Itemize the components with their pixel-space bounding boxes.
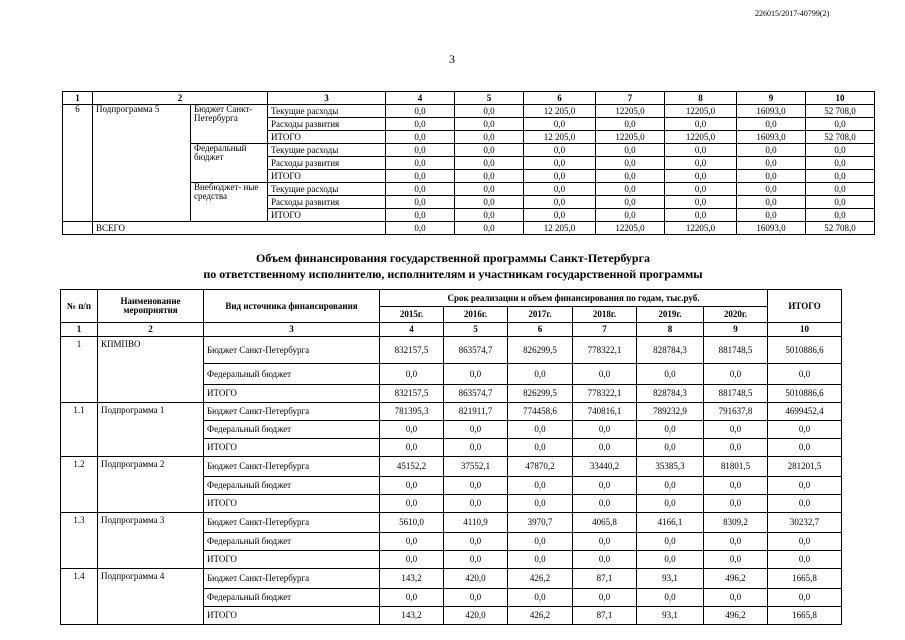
value-cell: 81801,5 [704, 457, 768, 477]
expense-type: ИТОГО [268, 131, 386, 144]
value-cell: 0,0 [524, 183, 596, 196]
value-cell: 791637,8 [704, 403, 768, 421]
value-cell: 420,0 [444, 569, 508, 589]
value-cell: 0,0 [444, 477, 508, 495]
value-cell: 0,0 [704, 589, 768, 607]
value-cell: 0,0 [637, 533, 704, 551]
value-cell: 0,0 [455, 144, 524, 157]
value-cell: 881748,5 [704, 337, 768, 364]
value-cell: 0,0 [806, 209, 875, 222]
value-cell: 33440,2 [573, 457, 637, 477]
header-period: Срок реализации и объем финансирования по годам, тыс.руб. [380, 290, 768, 307]
column-number: 4 [386, 92, 455, 105]
value-cell: 0,0 [704, 533, 768, 551]
funding-table [60, 289, 842, 625]
value-cell: 0,0 [704, 477, 768, 495]
table-row [61, 513, 842, 533]
value-cell: 0,0 [637, 364, 704, 385]
column-number: 3 [268, 92, 386, 105]
expense-type: Текущие расходы [268, 105, 386, 118]
value-cell: 0,0 [806, 157, 875, 170]
column-number: 9 [737, 92, 806, 105]
value-cell: 47870,2 [508, 457, 573, 477]
funding-source: ИТОГО [204, 385, 380, 403]
value-cell: 0,0 [665, 196, 737, 209]
value-cell: 0,0 [508, 421, 573, 439]
value-cell: 0,0 [508, 364, 573, 385]
value-cell: 0,0 [596, 144, 665, 157]
row-index: 1.3 [61, 513, 98, 569]
table-row [61, 569, 842, 589]
table-row [61, 457, 842, 477]
value-cell: 832157,5 [380, 337, 444, 364]
column-number: 3 [204, 323, 380, 337]
value-cell: 826299,5 [508, 337, 573, 364]
value-cell: 0,0 [380, 421, 444, 439]
value-cell: 0,0 [524, 144, 596, 157]
value-cell: 0,0 [737, 157, 806, 170]
expense-type: Текущие расходы [268, 144, 386, 157]
funding-source: Бюджет Санкт-Петербурга [191, 105, 268, 144]
value-cell: 0,0 [380, 551, 444, 569]
value-cell: 420,0 [444, 607, 508, 625]
value-cell: 0,0 [386, 209, 455, 222]
header-year: 2016г. [444, 307, 508, 323]
value-cell: 0,0 [637, 589, 704, 607]
value-cell: 0,0 [386, 196, 455, 209]
value-cell: 0,0 [573, 495, 637, 513]
value-cell: 0,0 [806, 144, 875, 157]
row-index: 1.4 [61, 569, 98, 625]
value-cell: 4699452,4 [768, 403, 842, 421]
value-cell: 0,0 [508, 533, 573, 551]
value-cell: 0,0 [637, 477, 704, 495]
header-year: 2017г. [508, 307, 573, 323]
value-cell: 0,0 [806, 196, 875, 209]
value-cell: 0,0 [444, 439, 508, 457]
value-cell: 0,0 [573, 551, 637, 569]
value-cell: 52 708,0 [806, 131, 875, 144]
header-year: 2015г. [380, 307, 444, 323]
value-cell: 0,0 [455, 105, 524, 118]
value-cell: 0,0 [665, 170, 737, 183]
value-cell: 0,0 [380, 533, 444, 551]
value-cell: 0,0 [573, 439, 637, 457]
row-name: КПМПВО [98, 337, 204, 403]
value-cell: 0,0 [455, 209, 524, 222]
value-cell: 0,0 [386, 118, 455, 131]
value-cell: 0,0 [573, 421, 637, 439]
value-cell: 30232,7 [768, 513, 842, 533]
value-cell: 789232,9 [637, 403, 704, 421]
value-cell: 0,0 [573, 533, 637, 551]
value-cell: 0,0 [704, 364, 768, 385]
row-index: 6 [63, 105, 93, 222]
funding-source: Федеральный бюджет [204, 533, 380, 551]
value-cell: 0,0 [768, 495, 842, 513]
funding-source: Бюджет Санкт-Петербурга [204, 513, 380, 533]
value-cell: 0,0 [508, 551, 573, 569]
row-index: 1.2 [61, 457, 98, 513]
expense-type: ИТОГО [268, 170, 386, 183]
expense-type: Расходы развития [268, 157, 386, 170]
value-cell: 0,0 [444, 364, 508, 385]
value-cell: 4166,1 [637, 513, 704, 533]
column-number: 8 [665, 92, 737, 105]
value-cell: 0,0 [637, 421, 704, 439]
value-cell: 828784,3 [637, 337, 704, 364]
value-cell: 52 708,0 [806, 222, 875, 235]
row-name: Подпрограмма 1 [98, 403, 204, 457]
section-title-line-1: Объем финансирования государственной программы Санкт-Петербурга [255, 251, 651, 265]
value-cell: 0,0 [386, 157, 455, 170]
value-cell: 87,1 [573, 607, 637, 625]
value-cell: 832157,5 [380, 385, 444, 403]
value-cell: 496,2 [704, 569, 768, 589]
column-number: 10 [806, 92, 875, 105]
header-total: ИТОГО [768, 290, 842, 323]
value-cell: 496,2 [704, 607, 768, 625]
value-cell: 12205,0 [665, 222, 737, 235]
value-cell: 1665,8 [768, 569, 842, 589]
value-cell: 0,0 [444, 589, 508, 607]
funding-source: ИТОГО [204, 551, 380, 569]
value-cell: 281201,5 [768, 457, 842, 477]
total-label: ВСЕГО [93, 222, 386, 235]
value-cell: 0,0 [768, 477, 842, 495]
value-cell: 0,0 [573, 589, 637, 607]
value-cell: 0,0 [380, 589, 444, 607]
total-row [63, 222, 875, 235]
value-cell: 5010886,6 [768, 385, 842, 403]
value-cell: 0,0 [768, 589, 842, 607]
value-cell: 0,0 [508, 589, 573, 607]
funding-source: Внебюджет- ные средства [191, 183, 268, 222]
subprogram-5-table [62, 91, 875, 235]
value-cell: 0,0 [737, 196, 806, 209]
value-cell: 0,0 [444, 533, 508, 551]
value-cell: 87,1 [573, 569, 637, 589]
expense-type: ИТОГО [268, 209, 386, 222]
value-cell: 881748,5 [704, 385, 768, 403]
value-cell: 821911,7 [444, 403, 508, 421]
value-cell: 0,0 [524, 170, 596, 183]
column-number: 4 [380, 323, 444, 337]
value-cell: 863574,7 [444, 385, 508, 403]
column-number-row [63, 92, 875, 105]
value-cell: 0,0 [444, 495, 508, 513]
value-cell: 0,0 [665, 209, 737, 222]
value-cell: 0,0 [524, 118, 596, 131]
column-number: 5 [455, 92, 524, 105]
value-cell: 5010886,6 [768, 337, 842, 364]
value-cell: 143,2 [380, 569, 444, 589]
value-cell: 0,0 [380, 495, 444, 513]
table-row [63, 105, 875, 118]
value-cell: 45152,2 [380, 457, 444, 477]
value-cell: 12 205,0 [524, 131, 596, 144]
row-name: Подпрограмма 5 [93, 105, 191, 222]
value-cell: 0,0 [704, 551, 768, 569]
value-cell: 0,0 [455, 157, 524, 170]
column-number: 6 [508, 323, 573, 337]
header-year: 2019г. [637, 307, 704, 323]
row-name: Подпрограмма 3 [98, 513, 204, 569]
value-cell: 0,0 [524, 196, 596, 209]
value-cell: 0,0 [573, 364, 637, 385]
row-index: 1.1 [61, 403, 98, 457]
header-year: 2020г. [704, 307, 768, 323]
value-cell: 0,0 [637, 495, 704, 513]
value-cell: 12 205,0 [524, 222, 596, 235]
value-cell: 8309,2 [704, 513, 768, 533]
row-name: Подпрограмма 4 [98, 569, 204, 625]
value-cell: 0,0 [737, 170, 806, 183]
value-cell: 0,0 [704, 421, 768, 439]
value-cell: 0,0 [806, 183, 875, 196]
value-cell: 0,0 [596, 118, 665, 131]
expense-type: Расходы развития [268, 118, 386, 131]
value-cell: 16093,0 [737, 105, 806, 118]
value-cell: 12205,0 [596, 105, 665, 118]
row-name: Подпрограмма 2 [98, 457, 204, 513]
value-cell: 781395,3 [380, 403, 444, 421]
value-cell: 0,0 [380, 477, 444, 495]
funding-source: Бюджет Санкт-Петербурга [204, 337, 380, 364]
funding-source: ИТОГО [204, 439, 380, 457]
page-number: 3 [449, 52, 455, 66]
column-number: 7 [596, 92, 665, 105]
value-cell: 0,0 [637, 551, 704, 569]
value-cell: 774458,6 [508, 403, 573, 421]
funding-source: Федеральный бюджет [204, 364, 380, 385]
value-cell: 0,0 [524, 209, 596, 222]
value-cell: 1665,8 [768, 607, 842, 625]
value-cell: 0,0 [596, 183, 665, 196]
value-cell: 0,0 [508, 495, 573, 513]
value-cell: 0,0 [380, 439, 444, 457]
value-cell: 0,0 [596, 170, 665, 183]
funding-source: Федеральный бюджет [204, 589, 380, 607]
funding-source: ИТОГО [204, 607, 380, 625]
funding-source: Бюджет Санкт-Петербурга [204, 403, 380, 421]
value-cell: 0,0 [768, 533, 842, 551]
value-cell: 0,0 [737, 209, 806, 222]
value-cell: 740816,1 [573, 403, 637, 421]
value-cell: 12 205,0 [524, 105, 596, 118]
value-cell: 0,0 [444, 551, 508, 569]
value-cell: 0,0 [704, 495, 768, 513]
value-cell: 0,0 [455, 222, 524, 235]
column-number: 7 [573, 323, 637, 337]
column-number: 8 [637, 323, 704, 337]
value-cell: 0,0 [768, 364, 842, 385]
expense-type: Расходы развития [268, 196, 386, 209]
value-cell: 35385,3 [637, 457, 704, 477]
value-cell: 426,2 [508, 607, 573, 625]
value-cell: 0,0 [768, 551, 842, 569]
value-cell: 0,0 [737, 144, 806, 157]
funding-source: Федеральный бюджет [191, 144, 268, 183]
value-cell: 828784,3 [637, 385, 704, 403]
funding-source: Федеральный бюджет [204, 477, 380, 495]
value-cell: 5610,0 [380, 513, 444, 533]
column-number: 5 [444, 323, 508, 337]
value-cell: 0,0 [596, 209, 665, 222]
funding-source: ИТОГО [204, 495, 380, 513]
value-cell: 4110,9 [444, 513, 508, 533]
document-id: 226015/2017-40799(2) [755, 9, 830, 18]
value-cell: 0,0 [455, 170, 524, 183]
value-cell: 778322,1 [573, 385, 637, 403]
value-cell: 0,0 [806, 170, 875, 183]
value-cell: 0,0 [665, 144, 737, 157]
expense-type: Текущие расходы [268, 183, 386, 196]
value-cell: 0,0 [444, 421, 508, 439]
section-title [62, 250, 844, 282]
value-cell: 93,1 [637, 569, 704, 589]
value-cell: 12205,0 [596, 131, 665, 144]
value-cell: 863574,7 [444, 337, 508, 364]
value-cell: 143,2 [380, 607, 444, 625]
value-cell: 16093,0 [737, 222, 806, 235]
section-title-line-2: по ответственному исполнителю, исполнителям и участникам государственной программы [203, 267, 703, 281]
value-cell: 0,0 [596, 157, 665, 170]
value-cell: 826299,5 [508, 385, 573, 403]
row-index: 1 [61, 337, 98, 403]
value-cell: 0,0 [386, 144, 455, 157]
header-year: 2018г. [573, 307, 637, 323]
total-spacer [63, 222, 93, 235]
value-cell: 12205,0 [665, 105, 737, 118]
value-cell: 0,0 [737, 183, 806, 196]
header-source: Вид источника финансирования [204, 290, 380, 323]
value-cell: 16093,0 [737, 131, 806, 144]
value-cell: 0,0 [665, 118, 737, 131]
header-num: № п/п [61, 290, 98, 323]
value-cell: 0,0 [665, 157, 737, 170]
value-cell: 0,0 [380, 364, 444, 385]
value-cell: 0,0 [637, 439, 704, 457]
value-cell: 0,0 [455, 183, 524, 196]
value-cell: 0,0 [455, 196, 524, 209]
column-number: 6 [524, 92, 596, 105]
table-row [61, 337, 842, 364]
value-cell: 4065,8 [573, 513, 637, 533]
funding-source: Бюджет Санкт-Петербурга [204, 569, 380, 589]
value-cell: 0,0 [704, 439, 768, 457]
value-cell: 0,0 [768, 421, 842, 439]
value-cell: 0,0 [386, 183, 455, 196]
column-number: 10 [768, 323, 842, 337]
column-number: 1 [63, 92, 93, 105]
column-number: 2 [93, 92, 268, 105]
value-cell: 0,0 [386, 222, 455, 235]
value-cell: 0,0 [806, 118, 875, 131]
value-cell: 0,0 [508, 477, 573, 495]
funding-source: Федеральный бюджет [204, 421, 380, 439]
value-cell: 0,0 [524, 157, 596, 170]
value-cell: 0,0 [386, 105, 455, 118]
column-number: 2 [98, 323, 204, 337]
value-cell: 52 708,0 [806, 105, 875, 118]
value-cell: 0,0 [455, 118, 524, 131]
value-cell: 426,2 [508, 569, 573, 589]
value-cell: 778322,1 [573, 337, 637, 364]
value-cell: 0,0 [737, 118, 806, 131]
value-cell: 0,0 [455, 131, 524, 144]
column-number: 9 [704, 323, 768, 337]
value-cell: 12205,0 [665, 131, 737, 144]
value-cell: 93,1 [637, 607, 704, 625]
column-number-row [61, 323, 842, 337]
funding-source: Бюджет Санкт-Петербурга [204, 457, 380, 477]
value-cell: 0,0 [573, 477, 637, 495]
value-cell: 0,0 [386, 131, 455, 144]
value-cell: 3970,7 [508, 513, 573, 533]
value-cell: 0,0 [386, 170, 455, 183]
value-cell: 37552,1 [444, 457, 508, 477]
value-cell: 12205,0 [596, 222, 665, 235]
value-cell: 0,0 [596, 196, 665, 209]
value-cell: 0,0 [508, 439, 573, 457]
header-name: Наименование мероприятия [98, 290, 204, 323]
table-row [61, 403, 842, 421]
value-cell: 0,0 [768, 439, 842, 457]
column-number: 1 [61, 323, 98, 337]
value-cell: 0,0 [665, 183, 737, 196]
